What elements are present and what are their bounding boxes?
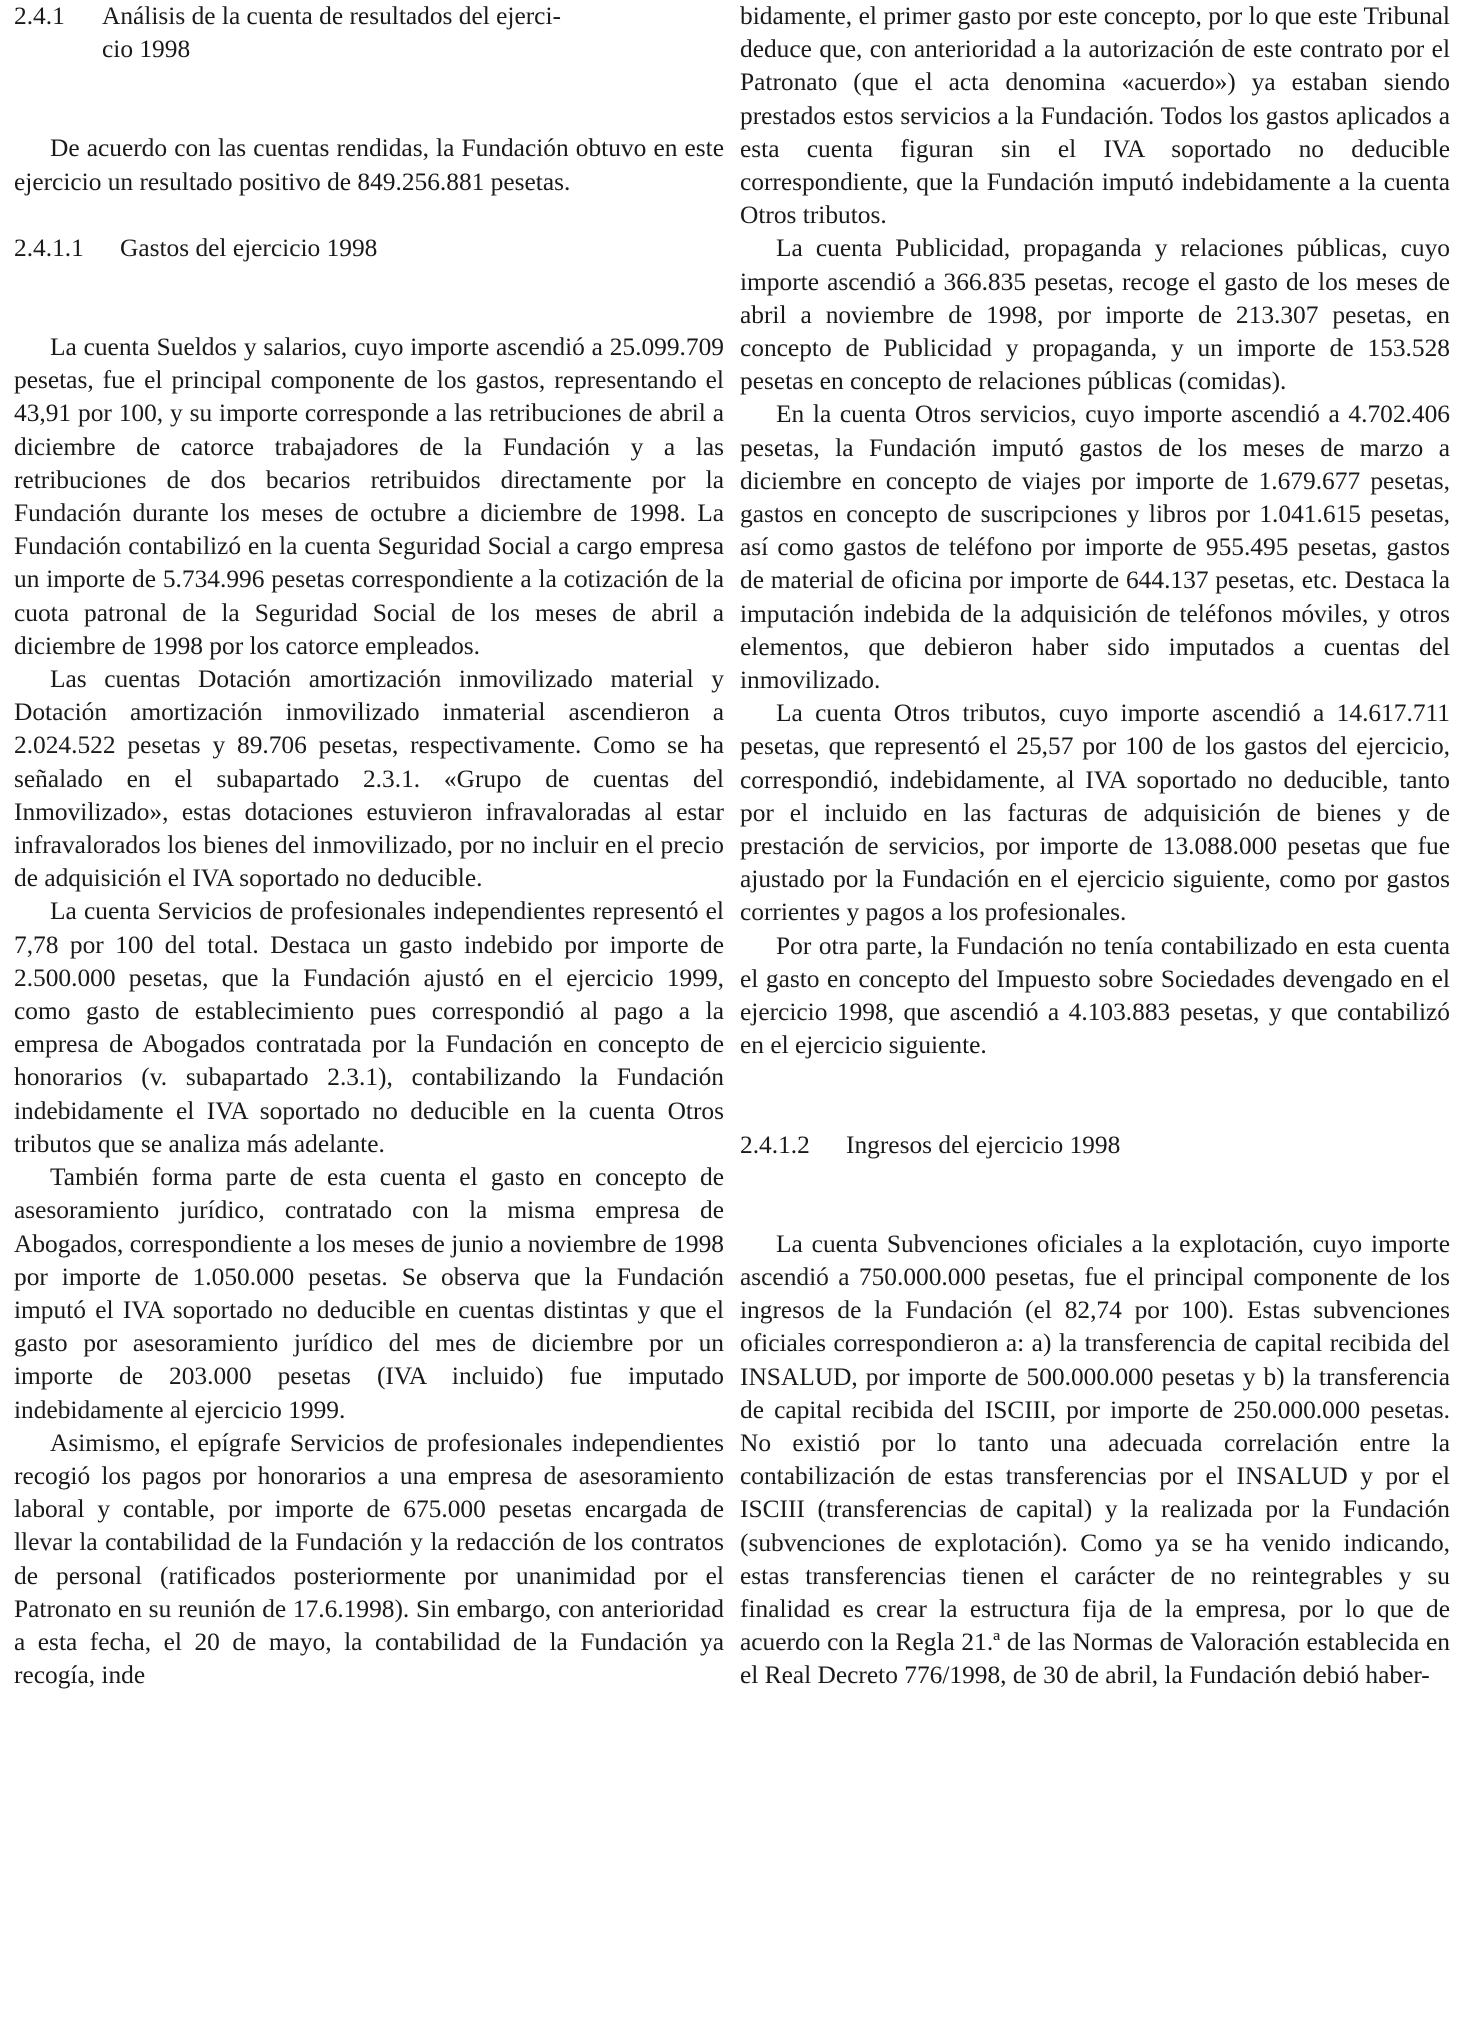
section-title-line1: Análisis de la cuenta de resultados del ejerci- — [102, 2, 561, 30]
paragraph: La cuenta Servicios de profesionales independientes representó el 7,78 por 100 del total. Destaca un gasto indebido por importe de 2.500.000 pesetas, que la Fundación ajustó en el ejercicio 1999, como gasto de establecimiento pues correspondió al pago a la empresa de Abogados contratada por la Fundación en concepto de honorarios (v. subapartado 2.3.1), contabilizando la Fundación indebidamente el IVA soportado no deducible en la cuenta Otros tributos que se analiza más adelante. — [14, 897, 724, 1158]
paragraph: La cuenta Otros tributos, cuyo importe ascendió a 14.617.711 pesetas, que representó el 25,57 por 100 de los gastos del ejercicio, correspondió, indebidamente, al IVA soportado no deducible, tanto por el incluido en las facturas de adquisición de bienes y de prestación de servicios, por importe de 13.088.000 pesetas que fue ajustado por la Fundación en el ejercicio siguiente, como por gastos corrientes y pagos a los profesionales. — [740, 699, 1450, 927]
paragraph: Asimismo, el epígrafe Servicios de profesionales independientes recogió los pagos por honorarios a una empresa de asesoramiento laboral y contable, por importe de 675.000 pesetas encargada de llevar la contabilidad de la Fundación y la redacción de los contratos de personal (ratificados posteriormente por unanimidad por el Patronato en su reunión de 17.6.1998). Sin embargo, con anterioridad a esta fecha, el 20 de mayo, la contabilidad de la Fundación ya recogía, inde — [14, 1428, 724, 1690]
section-number: 2.4.1 — [14, 2, 65, 30]
income-paragraph: La cuenta Subvenciones oficiales a la explotación, cuyo importe ascendió a 750.000.000 pesetas, fue el principal componente de los ingresos de la Fundación (el 82,74 por 100). Estas subvenciones oficiales correspondieron a: a) la transferencia de capital recibida del INSALUD, por importe de 500.000.000 pesetas y b) la transferencia de capital recibida del ISCIII, por importe de 250.000.000 pesetas. No existió por lo tanto una adecuada correlación entre la contabilización de estas transferencias por el INSALUD y por el ISCIII (transferencias de capital) y la realizada por la Fundación (subvenciones de explotación). Como ya se ha venido indicando, estas transferencias tienen el carácter de no reintegrables y su finalidad es crear la estructura fija de la empresa, por lo que de acuerdo con la Regla 21.ª de las Normas de Valoración establecida en el Real Decreto 776/1998, de 30 de abril, la Fundación debió haber- — [740, 1229, 1450, 1690]
paragraph: La cuenta Publicidad, propaganda y relaciones públicas, cuyo importe ascendió a 366.835 pesetas, recoge el gasto de los meses de abril a noviembre de 1998, por importe de 213.307 pesetas, en concepto de Publicidad y propaganda, y un importe de 153.528 pesetas en concepto de relaciones públicas (comidas). — [740, 234, 1450, 396]
paragraph: Las cuentas Dotación amortización inmovilizado material y Dotación amortización inmovilizado inmaterial ascendieron a 2.024.522 pesetas y 89.706 pesetas, respectivamente. Como se ha señalado en el subapartado 2.3.1. «Grupo de cuentas del Inmovilizado», estas dotaciones estuvieron infravaloradas al estar infravalorados los bienes del inmovilizado, por no incluir en el precio de adquisición el IVA soportado no deducible. — [14, 665, 724, 893]
subsection-title: Gastos del ejercicio 1998 — [120, 233, 378, 262]
subsection-title: Ingresos del ejercicio 1998 — [846, 1130, 1121, 1159]
continuation-paragraph: bidamente, el primer gasto por este concepto, por lo que este Tribunal deduce que, con anterioridad a la autorización de este contrato por el Patronato (que el acta denomina «acuerdo») ya estaban siendo prestados estos servicios a la Fundación. Todos los gastos aplicados a esta cuenta figuran sin el IVA soportado no deducible correspondiente, que la Fundación imputó indebidamente a la cuenta Otros tributos. — [740, 2, 1450, 230]
paragraph: También forma parte de esta cuenta el gasto en concepto de asesoramiento jurídico, contratado con la misma empresa de Abogados, correspondiente a los meses de junio a noviembre de 1998 por importe de 1.050.000 pesetas. Se observa que la Fundación imputó el IVA soportado no deducible en cuentas distintas y que el gasto por asesoramiento jurídico del mes de diciembre por un importe de 203.000 pesetas (IVA incluido) fue imputado indebidamente al ejercicio 1999. — [14, 1163, 724, 1424]
paragraph: Por otra parte, la Fundación no tenía contabilizado en esta cuenta el gasto en concepto del Impuesto sobre Sociedades devengado en el ejercicio 1998, que ascendió a 4.103.883 pesetas, y que contabilizó en el ejercicio siguiente. — [740, 931, 1450, 1060]
paragraph: En la cuenta Otros servicios, cuyo importe ascendió a 4.702.406 pesetas, la Fundación imputó gastos de los meses de marzo a diciembre en concepto de viajes por importe de 1.679.677 pesetas, gastos en concepto de suscripciones y libros por 1.041.615 pesetas, así como gastos de teléfono por importe de 955.495 pesetas, gastos de material de oficina por importe de 644.137 pesetas, etc. Destaca la imputación indebida de la adquisición de teléfonos móviles, y otros elementos, que debieron haber sido imputados a cuentas del inmovilizado. — [740, 400, 1450, 695]
paragraph: La cuenta Sueldos y salarios, cuyo importe ascendió a 25.099.709 pesetas, fue el principal componente de los gastos, representando el 43,91 por 100, y su importe corresponde a las retribuciones de abril a diciembre de catorce trabajadores de la Fundación y a las retribuciones de dos becarios retribuidos directamente por la Fundación durante los meses de octubre a diciembre de 1998. La Fundación contabilizó en la cuenta Seguridad Social a cargo empresa un importe de 5.734.996 pesetas correspondiente a la cotización de la cuota patronal de la Seguridad Social de los meses de abril a diciembre de 1998 por los catorce empleados. — [14, 333, 724, 660]
subsection-number: 2.4.1.1 — [14, 233, 84, 262]
section-heading-2-4-1-2 — [740, 1129, 1450, 1162]
intro-paragraph: De acuerdo con las cuentas rendidas, la Fundación obtuvo en este ejercicio un resultado positivo de 849.256.881 pesetas. — [14, 134, 724, 196]
left-column — [14, 0, 724, 1692]
section-heading-2-4-1 — [14, 0, 724, 66]
section-heading-2-4-1-1 — [14, 232, 724, 265]
right-column — [740, 0, 1450, 1693]
subsection-number: 2.4.1.2 — [740, 1130, 810, 1159]
section-title-line2: cio 1998 — [102, 35, 191, 64]
